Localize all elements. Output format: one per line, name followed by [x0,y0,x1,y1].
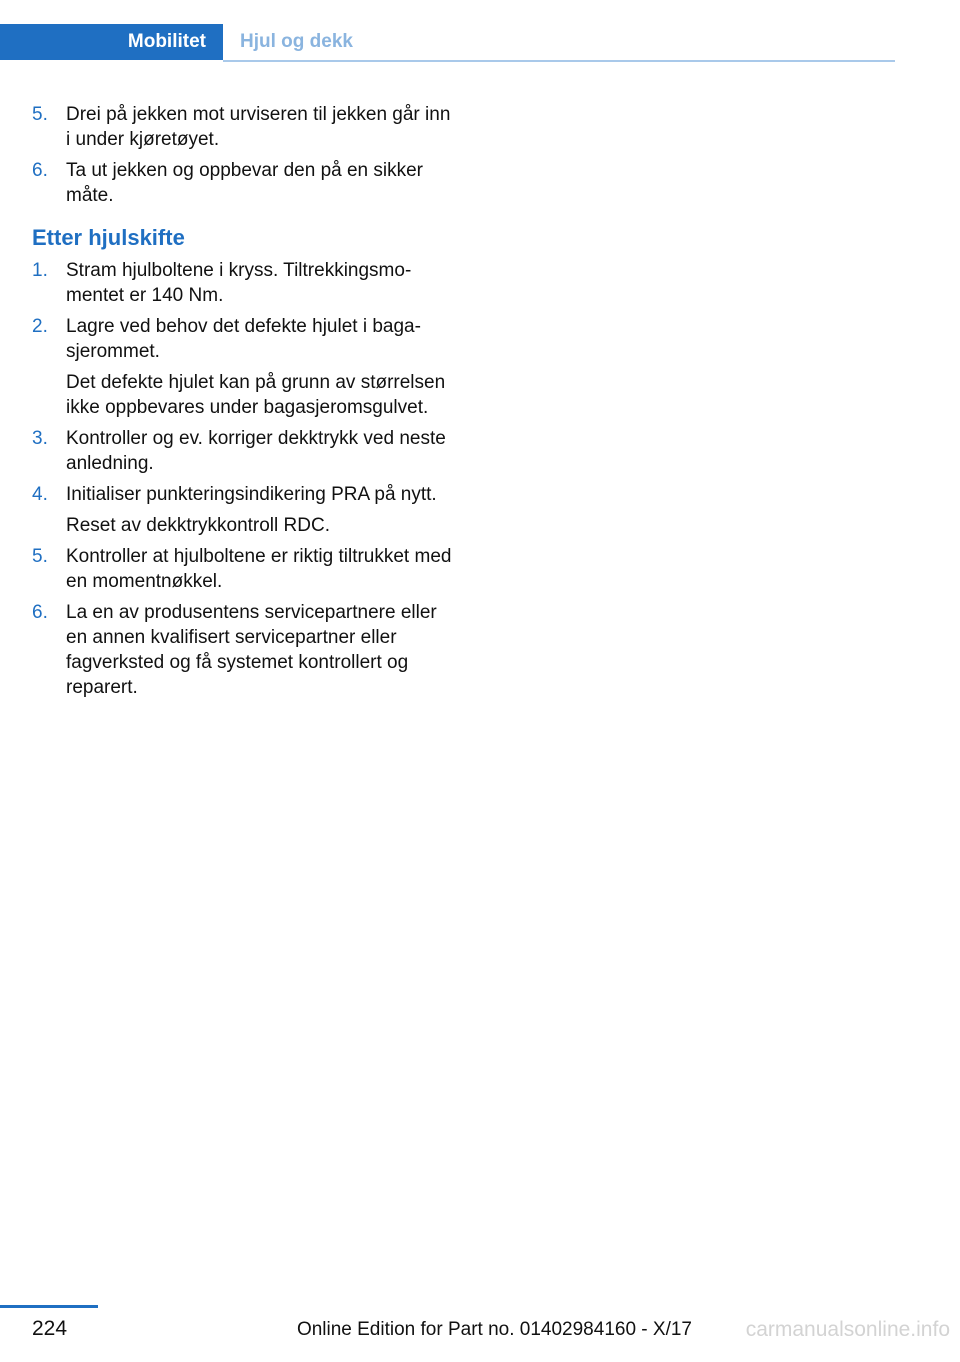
step-number: 4. [32,484,48,505]
step-text: Kontroller at hjulboltene er riktig tiltrukket med en momentnøkkel. [66,546,452,592]
step-text: Initialiser punkteringsindikering PRA på nytt. [66,484,437,505]
steps-top-list [32,102,452,208]
step-number: 5. [32,104,48,125]
step-number: 2. [32,316,48,337]
step-text: Stram hjulboltene i kryss. Tiltrekkingsmomentet er 140 Nm. [66,260,412,306]
list-item [32,314,452,420]
step-text: Drei på jekken mot urviseren til jekken går inn i under kjøretøyet. [66,104,451,150]
step-note: Det defekte hjulet kan på grunn av størrelsen ikke oppbevares under bagasjeromsgulvet. [66,372,446,418]
step-number: 6. [32,160,48,181]
step-number: 5. [32,546,48,567]
step-text: Ta ut jekken og oppbevar den på en sikker måte. [66,160,424,206]
footer-rule [0,1305,98,1308]
page-number: 224 [32,1317,68,1340]
step-text: Kontroller og ev. korriger dekktrykk ved neste anledning. [66,428,446,474]
page-content [32,102,452,706]
chapter-tab: Hjul og dekk [240,31,353,52]
page-header [0,24,895,62]
step-text: La en av produsentens servicepartnere eller en annen kvalifisert servicepartner eller fagverksted og få systemet kontrollert og reparert. [66,602,437,698]
steps-after-list [32,258,452,700]
step-text: Lagre ved behov det defekte hjulet i bagasjerommet. [66,316,421,362]
list-item [32,258,452,308]
section-heading: Etter hjulskifte [32,225,185,250]
step-number: 3. [32,428,48,449]
watermark: carmanualsonline.info [745,1318,950,1341]
section-tab: Mobilitet [0,24,223,60]
list-item [32,600,452,700]
step-note: Reset av dekktrykkontroll RDC. [66,515,330,536]
list-item [32,158,452,208]
list-item [32,482,452,538]
list-item [32,426,452,476]
list-item [32,102,452,152]
edition-note: Online Edition for Part no. 01402984160 - X/17 [296,1319,692,1340]
step-number: 1. [32,260,48,281]
header-rule [223,60,895,62]
list-item [32,544,452,594]
step-number: 6. [32,602,48,623]
